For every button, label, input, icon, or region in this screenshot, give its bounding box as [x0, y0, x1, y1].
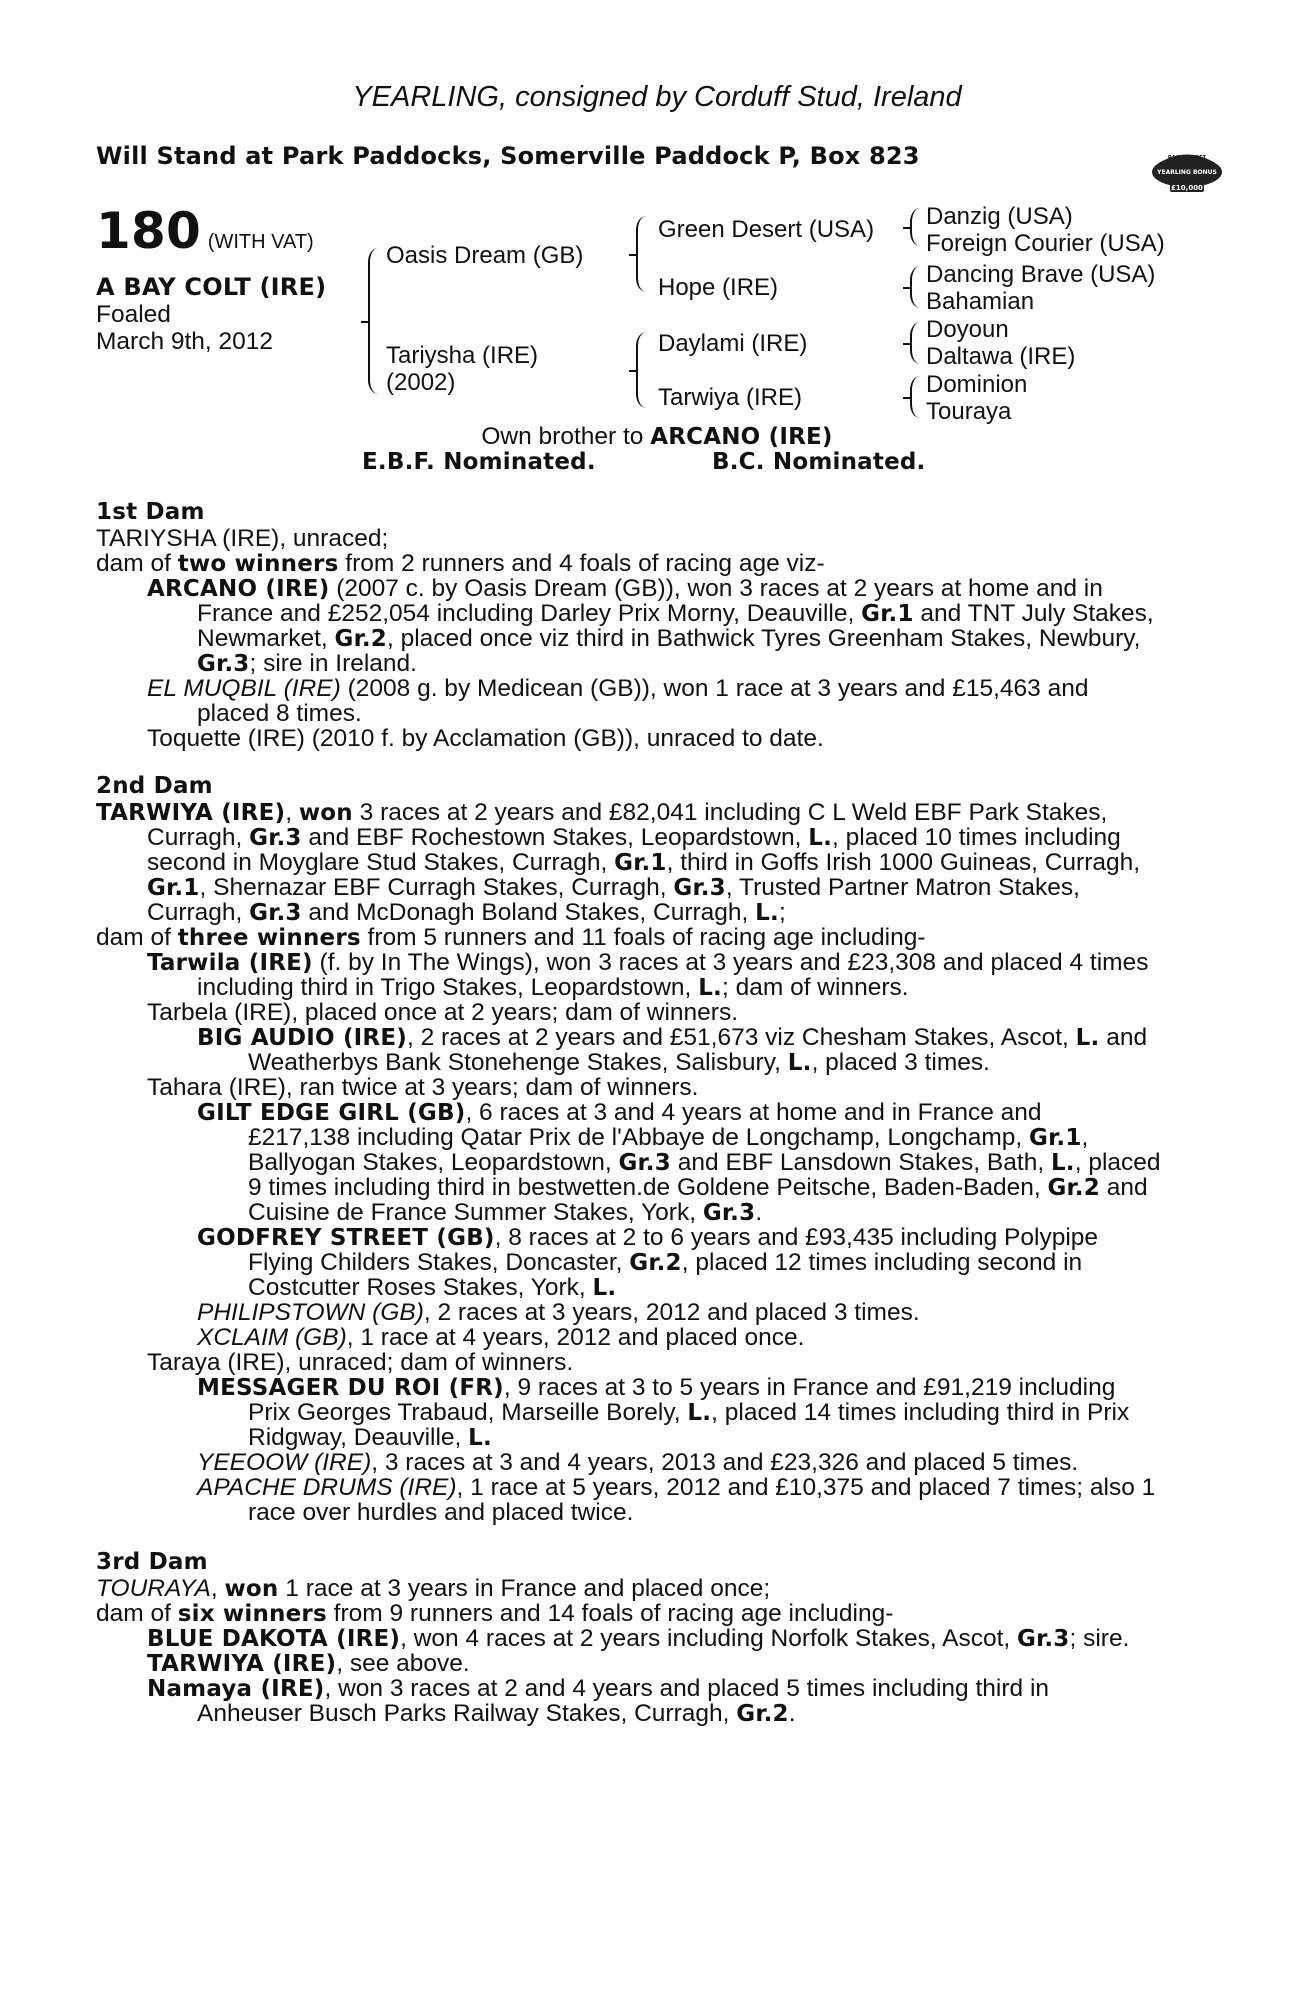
messager-l3: [248, 1425, 492, 1452]
text: Curragh,: [147, 824, 250, 851]
touraya-dam-of: [96, 1601, 893, 1628]
touraya-line: [96, 1576, 770, 1603]
pedigree-sire-dam: Hope (IRE): [658, 274, 779, 301]
taraya: Taraya (IRE), unraced; dam of winners.: [147, 1349, 574, 1376]
text: ,: [210, 1575, 225, 1602]
text: , see above.: [336, 1650, 470, 1677]
tarwiya-l2: [147, 825, 1121, 852]
text: , placed 12 times including second in: [681, 1249, 1083, 1276]
text: ,: [1081, 1124, 1089, 1151]
winners-count: two winners: [177, 551, 339, 577]
listed: L.: [808, 825, 833, 851]
text: and McDonagh Boland Stakes, Curragh,: [301, 899, 756, 926]
text: , Shernazar EBF Curragh Stakes, Curragh,: [199, 874, 674, 901]
listed: L.: [755, 900, 779, 926]
pedigree-gg-dancing-brave: Dancing Brave (USA): [926, 261, 1156, 288]
grade: Gr.1: [147, 875, 200, 901]
winners-count: three winners: [177, 925, 361, 951]
pedigree-dam-year: (2002): [386, 369, 456, 396]
grade: Gr.2: [1047, 1175, 1100, 1201]
text: Anheuser Busch Parks Railway Stakes, Curragh,: [197, 1700, 737, 1727]
text: Ridgway, Deauville,: [248, 1424, 469, 1451]
horse-name: XCLAIM (GB): [197, 1324, 347, 1351]
ebf-nominated: E.B.F. Nominated.: [362, 449, 596, 475]
listed: L.: [468, 1425, 492, 1451]
pedigree-brace-gg3: [910, 322, 922, 364]
text: dam of: [96, 924, 178, 951]
listed: L.: [1075, 1025, 1100, 1051]
pedigree-gg-touraya: Touraya: [926, 398, 1012, 425]
text: , 1 race at 4 years, 2012 and placed once.: [346, 1324, 805, 1351]
text: from 5 runners and 11 foals of racing age including-: [360, 924, 926, 951]
tarwila-l1: [147, 950, 1148, 977]
text: , third in Goffs Irish 1000 Guineas, Curragh,: [666, 849, 1141, 876]
pedigree-gg-danzig: Danzig (USA): [926, 203, 1073, 230]
tarwila-l2: [197, 975, 909, 1002]
grade: Gr.1: [1029, 1125, 1082, 1151]
namaya-l1: [147, 1676, 1049, 1703]
produce-arcano-l2: [197, 601, 1154, 628]
horse-name: ARCANO (IRE): [147, 576, 330, 602]
text: , 2 races at 3 years, 2012 and placed 3 times.: [423, 1299, 920, 1326]
pedigree-dam-sire: Daylami (IRE): [658, 330, 808, 357]
tarwiya-l5: [147, 900, 786, 927]
grade: Gr.1: [614, 850, 667, 876]
text: and: [1099, 1174, 1148, 1201]
horse-name: A BAY COLT (IRE): [96, 273, 327, 301]
text: Prix Georges Trabaud, Marseille Borely,: [248, 1399, 688, 1426]
listed: L.: [698, 975, 722, 1001]
own-brother-name: ARCANO (IRE): [650, 424, 833, 450]
text: ;: [778, 899, 786, 926]
text: and: [1099, 1024, 1148, 1051]
text: (2008 g. by Medicean (GB)), won 1 race at 3 years and £15,463 and: [340, 675, 1089, 702]
horse-name: BIG AUDIO (IRE): [197, 1025, 407, 1051]
tarwiya-l4: [147, 875, 1080, 902]
yeeoow: [197, 1450, 1078, 1476]
listed: L.: [687, 1400, 712, 1426]
text: Curragh,: [147, 899, 250, 926]
gilt-edge-l1: [197, 1100, 1042, 1127]
text: , placed once viz third in Bathwick Tyres Greenham Stakes, Newbury,: [387, 625, 1141, 652]
big-audio-l1: [197, 1025, 1147, 1052]
text: and EBF Rochestown Stakes, Leopardstown,: [301, 824, 809, 851]
produce-el-muqbil: [147, 676, 1089, 702]
pedigree-brace-gg1: [910, 208, 922, 246]
horse-name: Tarwila (IRE): [147, 950, 313, 976]
text: .: [755, 1199, 763, 1226]
text: 9 times including third in bestwetten.de Goldene Peitsche, Baden-Baden,: [248, 1174, 1048, 1201]
text: ; dam of winners.: [721, 974, 909, 1001]
foaled-label: Foaled: [96, 301, 171, 328]
text: from 9 runners and 14 foals of racing age including-: [326, 1600, 894, 1627]
grade: Gr.3: [1017, 1626, 1070, 1652]
tarwiya-l3: [147, 850, 1140, 877]
grade: Gr.2: [736, 1701, 789, 1727]
horse-name: BLUE DAKOTA (IRE): [147, 1626, 401, 1652]
text: .: [788, 1700, 796, 1727]
text: , placed 10 times including: [832, 824, 1121, 851]
won-label: won: [224, 1576, 279, 1602]
text: , 8 races at 2 to 6 years and £93,435 including Polypipe: [494, 1224, 1099, 1251]
pedigree-gg-dominion: Dominion: [926, 371, 1028, 398]
text: Weatherbys Bank Stonehenge Stakes, Salisbury,: [248, 1049, 788, 1076]
grade: Gr.2: [629, 1250, 682, 1276]
vat-note: (WITH VAT): [207, 231, 314, 253]
text: , won 3 races at 2 and 4 years and placed 5 times including third in: [324, 1675, 1050, 1702]
grade: Gr.3: [249, 825, 302, 851]
messager-l2: [248, 1400, 1129, 1427]
text: Flying Childers Stakes, Doncaster,: [248, 1249, 630, 1276]
text: , placed: [1074, 1149, 1161, 1176]
text: , Trusted Partner Matron Stakes,: [725, 874, 1080, 901]
namaya-l2: [197, 1701, 796, 1728]
horse-name: PHILIPSTOWN (GB): [197, 1299, 424, 1326]
text: , placed 14 times including third in Prix: [711, 1399, 1130, 1426]
tarbela: Tarbela (IRE), placed once at 2 years; dam of winners.: [147, 999, 739, 1026]
big-audio-l2: [248, 1050, 990, 1077]
listed: L.: [592, 1275, 617, 1301]
tahara: Tahara (IRE), ran twice at 3 years; dam of winners.: [147, 1074, 699, 1101]
pedigree-dam: Tariysha (IRE): [386, 342, 539, 369]
text: second in Moyglare Stud Stakes, Curragh,: [147, 849, 615, 876]
apache-l2: race over hurdles and placed twice.: [248, 1499, 634, 1526]
text: (f. by In The Wings), won 3 races at 3 years and £23,308 and placed 4 times: [312, 949, 1149, 976]
horse-name: TOURAYA: [96, 1575, 211, 1602]
lot-number-line: [96, 204, 314, 269]
tarwiya-dam-of: [96, 925, 925, 952]
second-dam-heading: 2nd Dam: [96, 773, 213, 799]
text: , 6 races at 3 and 4 years at home and in France and: [465, 1099, 1042, 1126]
text: Ballyogan Stakes, Leopardstown,: [248, 1149, 619, 1176]
grade: Gr.1: [861, 601, 914, 627]
text: , placed 3 times.: [811, 1049, 990, 1076]
produce-toquette: Toquette (IRE) (2010 f. by Acclamation (GB)), unraced to date.: [147, 725, 824, 752]
pedigree-dam-dam: Tarwiya (IRE): [658, 384, 803, 411]
messager-l1: [197, 1375, 1115, 1402]
text: Costcutter Roses Stakes, York,: [248, 1274, 593, 1301]
text: 1 race at 3 years in France and placed once;: [278, 1575, 771, 1602]
stand-location: Will Stand at Park Paddocks, Somerville Paddock P, Box 823: [96, 142, 920, 170]
produce-arcano-l3: [197, 626, 1140, 653]
pedigree-brace-dam: [636, 332, 648, 408]
winners-count: six winners: [177, 1601, 327, 1627]
grade: Gr.3: [618, 1150, 671, 1176]
listed: L.: [1050, 1150, 1075, 1176]
gilt-edge-l4: [248, 1175, 1148, 1202]
tarwiya-l1: TARWIYA (IRE), won 3 races at 2 years and £82,041 including C L Weld EBF Park Stakes,: [96, 799, 1108, 826]
horse-name: GODFREY STREET (GB): [197, 1225, 495, 1251]
horse-name: YEEOOW (IRE): [197, 1449, 372, 1476]
grade: Gr.3: [673, 875, 726, 901]
third-dam-heading: 3rd Dam: [96, 1549, 208, 1575]
text: , 3 races at 3 and 4 years, 2013 and £23,326 and placed 5 times.: [371, 1449, 1079, 1476]
first-dam-heading: 1st Dam: [96, 499, 205, 525]
gilt-edge-l3: [248, 1150, 1161, 1177]
consignment-heading: YEARLING, consigned by Corduff Stud, Ireland: [352, 81, 962, 113]
text: 3 races at 2 years and £82,041 including C L Weld EBF Park Stakes,: [352, 799, 1108, 826]
godfrey-l2: [248, 1250, 1082, 1277]
text: £217,138 including Qatar Prix de l'Abbaye de Longchamp, Longchamp,: [248, 1124, 1030, 1151]
first-dam-line-2: [96, 551, 825, 578]
text: from 2 runners and 4 foals of racing age viz-: [338, 550, 825, 577]
xclaim: [197, 1325, 804, 1351]
own-brother-note: [0, 424, 1314, 451]
text: and TNT July Stakes,: [913, 600, 1154, 627]
pedigree-sire: Oasis Dream (GB): [386, 242, 584, 269]
badge-amount-text: £10,000: [1171, 184, 1203, 192]
pedigree-gg-daltawa: Daltawa (IRE): [926, 343, 1076, 370]
gilt-edge-l5: [248, 1200, 762, 1227]
horse-name: Namaya (IRE): [147, 1676, 325, 1702]
text: Newmarket,: [197, 625, 335, 652]
pedigree-brace-main: [368, 248, 380, 394]
gilt-edge-l2: [248, 1125, 1088, 1152]
text: , won 4 races at 2 years including Norfolk Stakes, Ascot,: [400, 1625, 1018, 1652]
won-label: won: [298, 800, 353, 826]
grade: Gr.3: [197, 651, 250, 677]
text: ; sire.: [1069, 1625, 1130, 1652]
produce-arcano-l4: [197, 651, 417, 678]
produce-arcano: [147, 576, 1103, 603]
pedigree-sire-sire: Green Desert (USA): [658, 216, 875, 243]
text: , 9 races at 3 to 5 years in France and £91,219 including: [503, 1374, 1116, 1401]
philipstown: [197, 1300, 920, 1326]
produce-el-muqbil-l2: placed 8 times.: [197, 700, 362, 727]
text: Cuisine de France Summer Stakes, York,: [248, 1199, 703, 1226]
horse-name: MESSAGER DU ROI (FR): [197, 1375, 504, 1401]
apache-l1: [197, 1475, 1155, 1501]
badge-top-text: RACING POST: [1167, 155, 1207, 161]
foaled-date: March 9th, 2012: [96, 328, 274, 355]
pedigree-brace-sire: [636, 216, 648, 292]
text: dam of: [96, 550, 178, 577]
godfrey-l3: [248, 1275, 616, 1302]
horse-name: GILT EDGE GIRL (GB): [197, 1100, 466, 1126]
horse-name: EL MUQBIL (IRE): [147, 675, 341, 702]
first-dam-line-1: TARIYSHA (IRE), unraced;: [96, 525, 389, 552]
text: France and £252,054 including Darley Prix Morny, Deauville,: [197, 600, 862, 627]
pedigree-gg-doyoun: Doyoun: [926, 316, 1009, 343]
lot-number: 180: [96, 202, 201, 260]
grade: Gr.3: [702, 1200, 756, 1226]
text: ; sire in Ireland.: [249, 650, 417, 677]
text: including third in Trigo Stakes, Leopardstown,: [197, 974, 699, 1001]
horse-name: TARWIYA (IRE): [96, 800, 286, 826]
own-brother-prefix: Own brother to: [481, 423, 644, 450]
pedigree-brace-gg2: [910, 266, 922, 308]
pedigree-gg-foreign-courier: Foreign Courier (USA): [926, 230, 1165, 257]
blue-dakota: [147, 1626, 1129, 1653]
text: dam of: [96, 1600, 178, 1627]
text: (2007 c. by Oasis Dream (GB)), won 3 races at 2 years at home and in: [329, 575, 1103, 602]
text: , 2 races at 2 years and £51,673 viz Chesham Stakes, Ascot,: [406, 1024, 1076, 1051]
badge-mid-text: YEARLING BONUS: [1157, 169, 1217, 176]
horse-name: APACHE DRUMS (IRE): [197, 1474, 457, 1501]
grade: Gr.3: [249, 900, 302, 926]
horse-name: TARWIYA (IRE): [147, 1651, 337, 1677]
grade: Gr.2: [334, 626, 387, 652]
bc-nominated: B.C. Nominated.: [712, 449, 926, 475]
text: and EBF Lansdown Stakes, Bath,: [670, 1149, 1051, 1176]
pedigree-brace-gg4: [910, 376, 922, 418]
pedigree-gg-bahamian: Bahamian: [926, 288, 1035, 315]
tarwiya-see-above: [147, 1651, 470, 1678]
yearling-bonus-badge: [1150, 146, 1224, 198]
listed: L.: [787, 1050, 812, 1076]
text: , 1 race at 5 years, 2012 and £10,375 and placed 7 times; also 1: [456, 1474, 1156, 1501]
godfrey-l1: [197, 1225, 1098, 1252]
